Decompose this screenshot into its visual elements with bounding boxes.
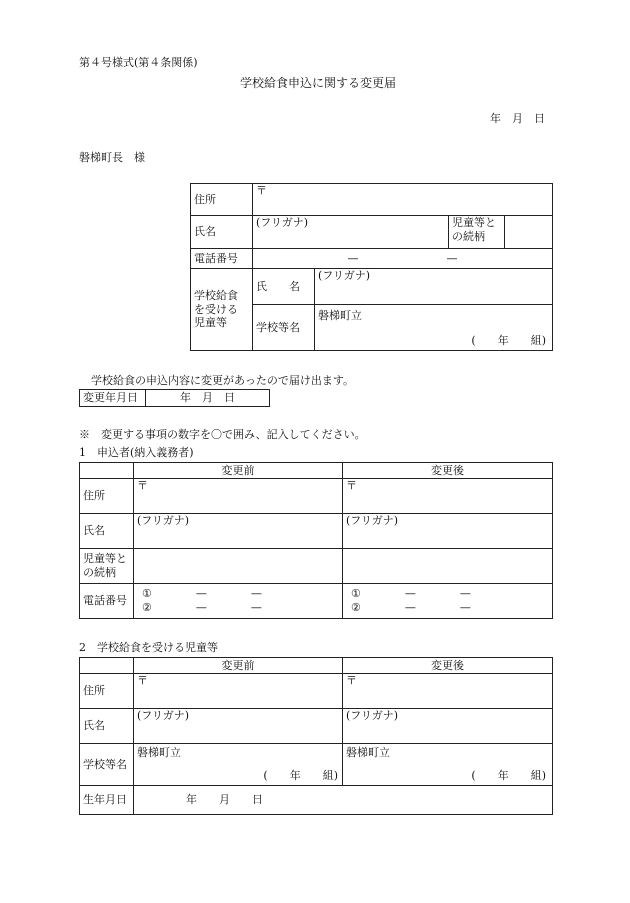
section1-phone-after[interactable] <box>343 584 553 619</box>
section1-name-label: 氏名 <box>80 514 134 549</box>
section2-school-before[interactable] <box>134 744 343 786</box>
phone-line-1: ① — — <box>351 587 471 601</box>
phone-dashes: — — <box>347 251 458 265</box>
change-date-label: 変更年月日 <box>80 390 146 407</box>
child-label-line3: 児童等 <box>194 316 227 330</box>
postal-mark: 〒 <box>346 674 357 687</box>
child-furigana-label: (フリガナ) <box>318 269 371 282</box>
section1-relation-after[interactable] <box>343 549 553 584</box>
furigana-label: (フリガナ) <box>346 709 399 722</box>
school-town: 磐梯町立 <box>318 309 362 322</box>
section1-phone-before[interactable] <box>134 584 343 619</box>
section1-corner <box>80 463 134 479</box>
address-label: 住所 <box>191 184 253 216</box>
change-date-field[interactable] <box>146 390 270 407</box>
section2-birth-field[interactable] <box>134 786 553 815</box>
postal-mark: 〒 <box>256 184 267 197</box>
notice-text: 学校給食の申込内容に変更があったので届け出ます。 <box>91 374 355 387</box>
relation-label-line2: の続柄 <box>452 229 485 243</box>
phone-line-2: ② — — <box>351 601 471 614</box>
child-name-field[interactable] <box>315 269 553 305</box>
section2-before-header: 変更前 <box>134 658 343 674</box>
postal-mark: 〒 <box>137 479 148 492</box>
section2-after-header: 変更後 <box>343 658 553 674</box>
school-town: 磐梯町立 <box>137 746 181 759</box>
school-field[interactable] <box>315 305 553 351</box>
furigana-label: (フリガナ) <box>137 709 190 722</box>
section1-name-after[interactable] <box>343 514 553 549</box>
form-number: 第４号様式(第４条関係) <box>79 56 198 69</box>
instruction-text: ※ 変更する事項の数字を〇で囲み、記入してください。 <box>79 428 366 441</box>
section1-after-header: 変更後 <box>343 463 553 479</box>
section2-birth-label: 生年月日 <box>80 786 134 815</box>
address-field[interactable] <box>253 184 553 216</box>
document-title: 学校給食申込に関する変更届 <box>240 76 397 90</box>
furigana-label: (フリガナ) <box>256 216 309 229</box>
child-label-line2: を受ける <box>194 302 238 316</box>
section1-heading: 1 申込者(納入義務者) <box>79 446 194 459</box>
section1-address-after[interactable] <box>343 479 553 514</box>
section1-before-header: 変更前 <box>134 463 343 479</box>
school-grade: ( 年 組) <box>471 769 546 783</box>
section2-name-before[interactable] <box>134 709 343 744</box>
name-label: 氏名 <box>191 216 253 249</box>
phone-field[interactable] <box>253 249 553 269</box>
section2-address-before[interactable] <box>134 674 343 709</box>
section2-heading: 2 学校給食を受ける児童等 <box>79 641 218 654</box>
relation-field[interactable] <box>505 216 553 249</box>
name-field[interactable] <box>253 216 449 249</box>
postal-mark: 〒 <box>137 674 148 687</box>
furigana-label: (フリガナ) <box>137 514 190 527</box>
section2-school-after[interactable] <box>343 744 553 786</box>
change-date-table <box>79 389 270 407</box>
postal-mark: 〒 <box>346 479 357 492</box>
school-grade: ( 年 組) <box>471 334 546 348</box>
phone-line-1: ① — — <box>142 587 262 601</box>
section2-name-label: 氏名 <box>80 709 134 744</box>
child-name-label: 氏 名 <box>253 269 315 305</box>
section2-school-label: 学校等名 <box>80 744 134 786</box>
relation-label-line1: 児童等と <box>452 216 496 229</box>
furigana-label: (フリガナ) <box>346 514 399 527</box>
section1-table <box>79 462 553 619</box>
phone-line-2: ② — — <box>142 601 262 614</box>
relation-label-line2: の続柄 <box>83 566 116 579</box>
applicant-table <box>190 183 553 351</box>
child-label <box>191 269 253 351</box>
section1-address-label: 住所 <box>80 479 134 514</box>
change-date-value: 年 月 日 <box>180 391 235 405</box>
school-label: 学校等名 <box>253 305 315 351</box>
section1-relation-before[interactable] <box>134 549 343 584</box>
relation-label-line1: 児童等と <box>83 552 127 566</box>
section1-relation-label <box>80 549 134 584</box>
submission-date: 年 月 日 <box>490 112 545 125</box>
section2-address-label: 住所 <box>80 674 134 709</box>
school-grade: ( 年 組) <box>263 769 338 783</box>
section1-address-before[interactable] <box>134 479 343 514</box>
section1-name-before[interactable] <box>134 514 343 549</box>
phone-label: 電話番号 <box>191 249 253 269</box>
section2-address-after[interactable] <box>343 674 553 709</box>
relation-label <box>449 216 505 249</box>
child-label-line1: 学校給食 <box>194 288 238 302</box>
school-town: 磐梯町立 <box>346 746 390 759</box>
addressee: 磐梯町長 様 <box>79 151 145 164</box>
section2-table <box>79 657 553 815</box>
birth-value: 年 月 日 <box>186 793 263 807</box>
section1-phone-label: 電話番号 <box>80 584 134 619</box>
section2-name-after[interactable] <box>343 709 553 744</box>
section2-corner <box>80 658 134 674</box>
